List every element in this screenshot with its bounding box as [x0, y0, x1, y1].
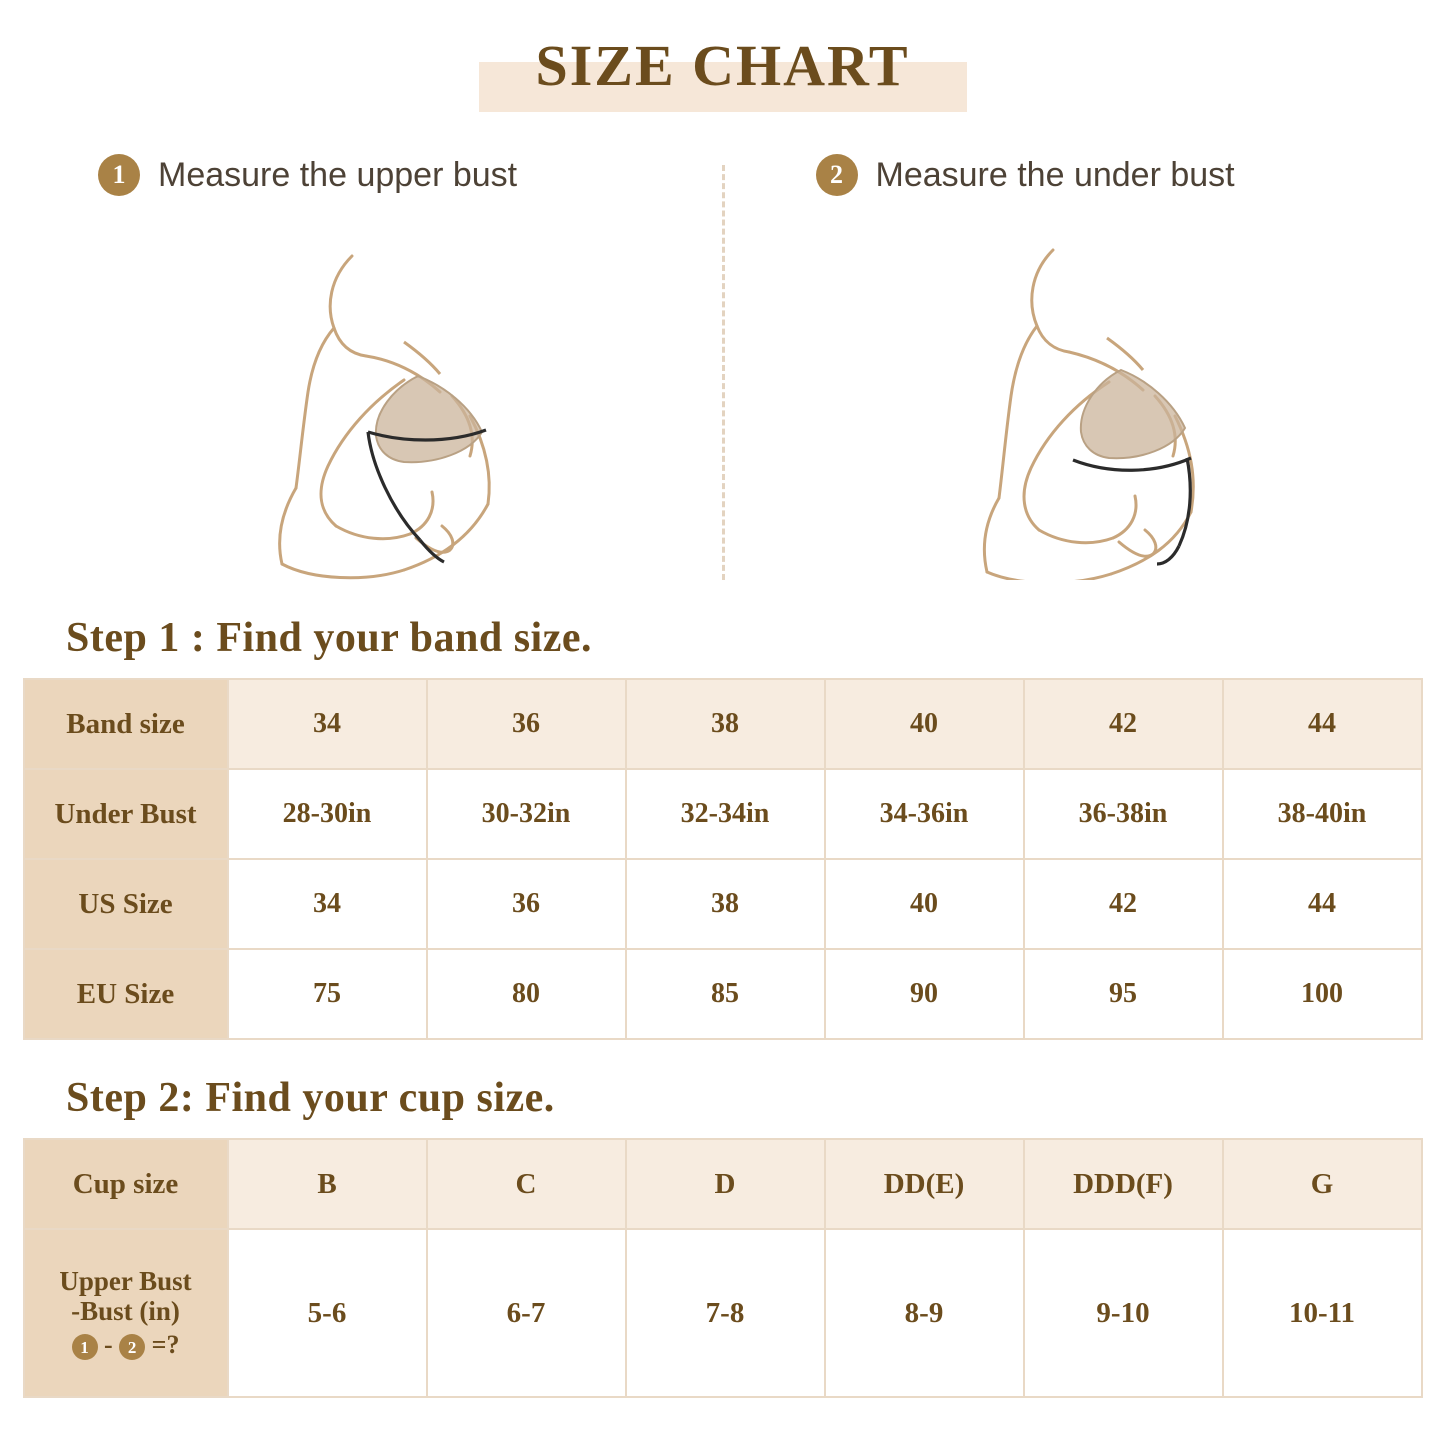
eu-size-value: 100 — [1223, 949, 1422, 1039]
band-size-value: 34 — [228, 679, 427, 769]
eu-size-value: 95 — [1024, 949, 1223, 1039]
upper-bust-minus-bust-row-header — [24, 1229, 228, 1397]
under-bust-value: 30-32in — [427, 769, 626, 859]
us-size-value: 36 — [427, 859, 626, 949]
row-header-line-1: Upper Bust — [59, 1265, 192, 1296]
us-size-value: 34 — [228, 859, 427, 949]
eu-size-row-header: EU Size — [24, 949, 228, 1039]
band-size-value: 44 — [1223, 679, 1422, 769]
upper-bust-diff-value: 9-10 — [1024, 1229, 1223, 1397]
step-1-heading: Step 1 : Find your band size. — [66, 615, 592, 661]
us-size-value: 44 — [1223, 859, 1422, 949]
cup-size-value: D — [626, 1139, 825, 1229]
measure-step-2-label: Measure the under bust — [875, 155, 1235, 194]
under-bust-illustration — [723, 220, 1445, 580]
cup-size-value: DD(E) — [825, 1139, 1024, 1229]
badge-2-icon: 2 — [816, 154, 858, 196]
badge-1-icon: 1 — [72, 1334, 98, 1360]
measure-step-1-label: Measure the upper bust — [158, 155, 518, 194]
eu-size-value: 90 — [825, 949, 1024, 1039]
cup-size-value: G — [1223, 1139, 1422, 1229]
band-size-value: 38 — [626, 679, 825, 769]
formula-dash: - — [104, 1330, 113, 1360]
row-header-line-2: -Bust (in) — [71, 1295, 180, 1326]
under-bust-figure-icon — [723, 220, 1445, 580]
band-size-row-header: Band size — [24, 679, 228, 769]
eu-size-value: 80 — [427, 949, 626, 1039]
upper-bust-diff-value: 10-11 — [1223, 1229, 1422, 1397]
us-size-value: 40 — [825, 859, 1024, 949]
upper-bust-diff-value: 7-8 — [626, 1229, 825, 1397]
table-row — [24, 859, 1422, 949]
illustration-row — [0, 220, 1445, 580]
upper-bust-illustration — [0, 220, 723, 580]
formula-tail: =? — [151, 1330, 180, 1360]
under-bust-value: 28-30in — [228, 769, 427, 859]
band-size-table — [23, 678, 1423, 1040]
measure-step-1 — [0, 154, 728, 196]
eu-size-value: 75 — [228, 949, 427, 1039]
page-title-area — [0, 0, 1445, 130]
table-row — [24, 949, 1422, 1039]
under-bust-value: 38-40in — [1223, 769, 1422, 859]
under-bust-row-header: Under Bust — [24, 769, 228, 859]
band-size-value: 36 — [427, 679, 626, 769]
cup-size-value: DDD(F) — [1024, 1139, 1223, 1229]
under-bust-value: 34-36in — [825, 769, 1024, 859]
us-size-value: 42 — [1024, 859, 1223, 949]
cup-size-value: B — [228, 1139, 427, 1229]
badge-2-icon: 2 — [119, 1334, 145, 1360]
table-row — [24, 769, 1422, 859]
bra-shape — [1080, 370, 1184, 458]
page-title: SIZE CHART — [535, 32, 910, 98]
under-bust-value: 36-38in — [1024, 769, 1223, 859]
upper-bust-diff-value: 5-6 — [228, 1229, 427, 1397]
us-size-row-header: US Size — [24, 859, 228, 949]
band-size-value: 42 — [1024, 679, 1223, 769]
measuring-tape-under — [1073, 458, 1191, 470]
table-row — [24, 1139, 1422, 1229]
table-row — [24, 1229, 1422, 1397]
us-size-value: 38 — [626, 859, 825, 949]
cup-size-value: C — [427, 1139, 626, 1229]
row-header-formula — [27, 1330, 225, 1360]
cup-size-table — [23, 1138, 1423, 1398]
step-2-heading: Step 2: Find your cup size. — [66, 1075, 555, 1121]
upper-bust-diff-value: 8-9 — [825, 1229, 1024, 1397]
upper-bust-diff-value: 6-7 — [427, 1229, 626, 1397]
measure-step-2 — [728, 154, 1445, 196]
upper-bust-figure-icon — [0, 220, 722, 580]
cup-size-row-header: Cup size — [24, 1139, 228, 1229]
band-size-value: 40 — [825, 679, 1024, 769]
badge-1-icon: 1 — [98, 154, 140, 196]
eu-size-value: 85 — [626, 949, 825, 1039]
table-row — [24, 679, 1422, 769]
under-bust-value: 32-34in — [626, 769, 825, 859]
